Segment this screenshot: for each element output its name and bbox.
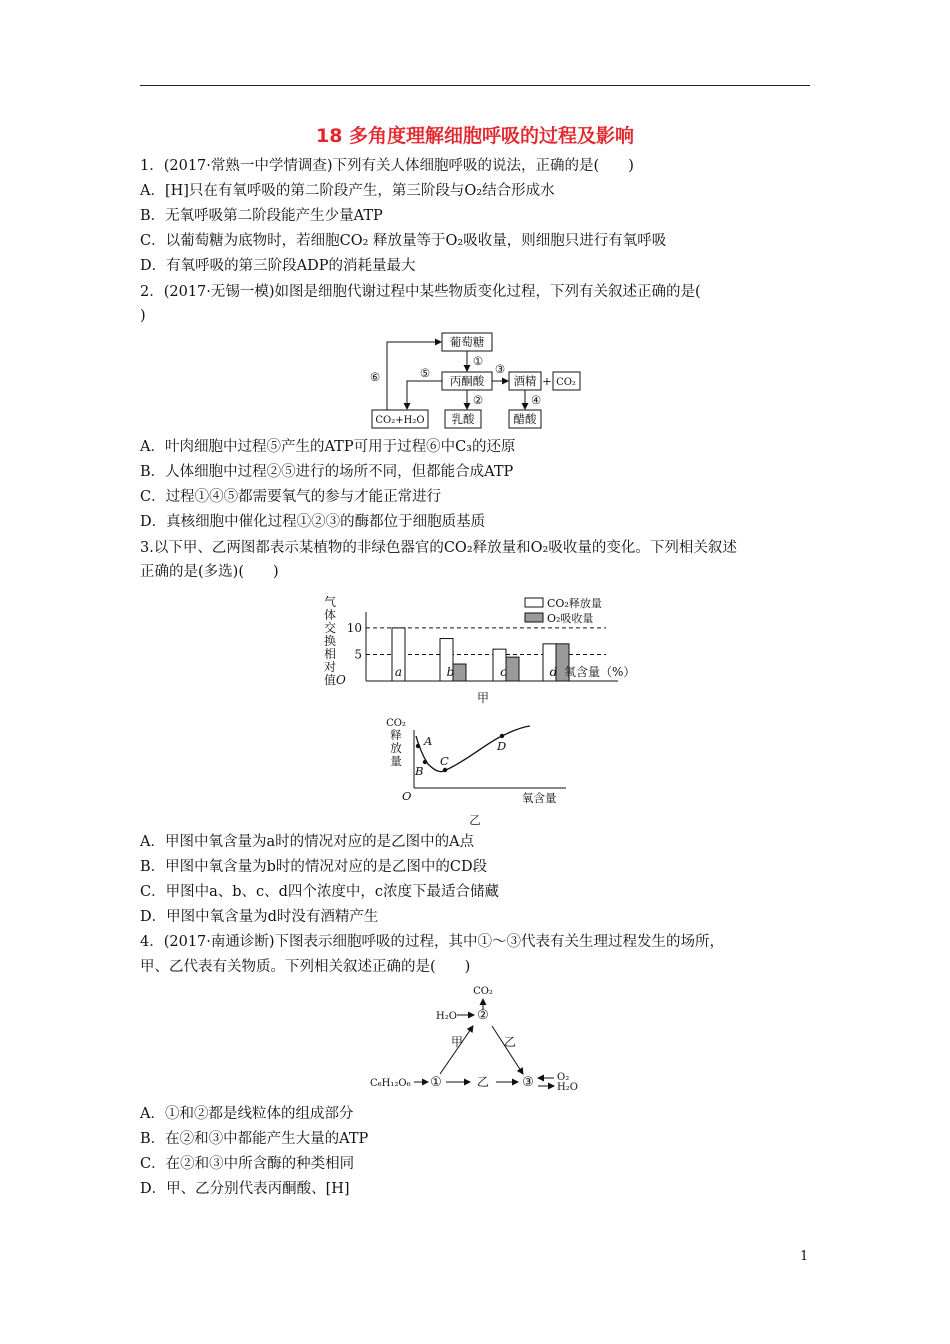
q2-metabolism-diagram	[360, 330, 590, 432]
q2-option-a: A．叶肉细胞中过程⑤产生的ATP可用于过程⑥中C₃的还原	[140, 439, 516, 455]
q4-stem-end: 甲、乙代表有关物质。下列相关叙述正确的是( )	[140, 959, 471, 975]
chart-jia-ylabel-char: 体	[323, 608, 337, 622]
step-1: ①	[472, 354, 484, 368]
point-b-label: B	[415, 764, 424, 778]
chart-yi-xlabel: 氧含量	[522, 791, 557, 805]
h2o-out-label: H₂O	[557, 1082, 578, 1093]
q2-stem: 2．(2017·无锡一模)如图是细胞代谢过程中某些物质变化过程，下列有关叙述正确的是(	[140, 284, 701, 300]
lactate-label: 乳酸	[451, 412, 475, 426]
q1-option-c: C．以葡萄糖为底物时，若细胞CO₂ 释放量等于O₂吸收量，则细胞只进行有氧呼吸	[140, 233, 667, 249]
chart-jia-title: 甲	[476, 691, 490, 705]
x-tick-b: b	[446, 665, 455, 679]
point-d-marker	[500, 734, 504, 738]
q4-stem: 4．(2017·南通诊断)下图表示细胞呼吸的过程，其中①～③代表有关生理过程发生的场所，	[140, 934, 725, 950]
site-2: ②	[477, 1008, 489, 1023]
step-2: ②	[472, 393, 484, 407]
step-4: ④	[530, 393, 542, 407]
chart-jia-ylabel-char: 对	[323, 660, 337, 674]
point-d-label: D	[497, 739, 507, 753]
bar-b-o2	[453, 664, 466, 681]
pyruvate-label: 丙酮酸	[449, 374, 485, 388]
point-c-marker	[443, 768, 447, 772]
q3-option-c: C．甲图中a、b、c、d四个浓度中，c浓度下最适合储藏	[140, 884, 500, 900]
step-6: ⑥	[369, 370, 381, 384]
header-rule	[140, 85, 810, 86]
chart-jia-ylabel	[324, 594, 336, 687]
chart-jia-ylabel-char: 换	[323, 634, 337, 648]
plus-sign: +	[542, 374, 552, 388]
x-tick-a: a	[394, 665, 403, 679]
co2-label: CO₂	[556, 377, 576, 388]
mid-yi: 乙	[476, 1075, 490, 1089]
q3-option-b: B．甲图中氧含量为b时的情况对应的是乙图中的CD段	[140, 859, 488, 875]
chart-jia-ylabel-char: 气	[323, 595, 337, 609]
edge-yi: 乙	[504, 1035, 517, 1049]
point-a-label: A	[424, 734, 433, 748]
q1-option-d: D．有氧呼吸的第三阶段ADP的消耗量最大	[140, 258, 416, 274]
chart-yi-curve	[416, 726, 530, 772]
q3-bar-chart-jia	[318, 592, 648, 706]
arrow-6	[387, 342, 441, 410]
point-a-marker	[416, 744, 420, 748]
arrow-2-to-3	[492, 1026, 523, 1074]
site-1: ①	[430, 1075, 442, 1090]
legend-co2-swatch	[525, 598, 543, 607]
h2o-in-label: H₂O	[436, 1011, 457, 1022]
chart-jia-ylabel-char: 相	[323, 647, 337, 661]
q4-respiration-diagram	[368, 982, 588, 1094]
q2-option-c: C．过程①④⑤都需要氧气的参与才能正常进行	[140, 489, 442, 505]
acetate-label: 醋酸	[513, 412, 537, 426]
x-tick-c: c	[500, 665, 507, 679]
co2-h2o-label: CO₂+H₂O	[375, 415, 425, 426]
chart-yi-ylabel-part: CO₂	[386, 718, 406, 729]
arrow-1-to-2	[440, 1026, 473, 1074]
q1-stem: 1．(2017·常熟一中学情调查)下列有关人体细胞呼吸的说法，正确的是( )	[140, 158, 634, 174]
legend-o2-swatch	[525, 613, 543, 622]
arrow-5	[407, 381, 442, 409]
co2-out-label: CO₂	[473, 986, 493, 997]
page-title: 18 多角度理解细胞呼吸的过程及影响	[315, 125, 635, 147]
q3-option-d: D．甲图中氧含量为d时没有酒精产生	[140, 909, 379, 925]
q4-option-d: D．甲、乙分别代表丙酮酸、[H]	[140, 1181, 350, 1197]
q4-option-a: A．①和②都是线粒体的组成部分	[140, 1106, 354, 1122]
chart-yi-ylabel-part: 量	[390, 754, 402, 768]
site-3: ③	[522, 1075, 534, 1090]
q4-option-c: C．在②和③中所含酶的种类相同	[140, 1156, 355, 1172]
y-tick-5: 5	[354, 647, 362, 662]
chart-jia-xlabel: 氧含量（%）	[564, 665, 636, 679]
q2-option-b: B．人体细胞中过程②⑤进行的场所不同，但都能合成ATP	[140, 464, 514, 480]
chart-yi-title: 乙	[469, 813, 481, 827]
q1-option-a: A．[H]只在有氧呼吸的第二阶段产生，第三阶段与O₂结合形成水	[140, 183, 555, 199]
q2-option-d: D．真核细胞中催化过程①②③的酶都位于细胞质基质	[140, 514, 486, 530]
q3-line-chart-yi	[380, 712, 580, 828]
chart-yi-ylabel-part: 释	[390, 728, 402, 742]
legend-o2-label: O₂吸收量	[547, 612, 594, 625]
ethanol-label: 酒精	[513, 374, 537, 388]
q3-option-a: A．甲图中氧含量为a时的情况对应的是乙图中的A点	[140, 834, 475, 850]
q1-option-b: B．无氧呼吸第二阶段能产生少量ATP	[140, 208, 383, 224]
glucose-label-q4: C₆H₁₂O₆	[370, 1078, 411, 1089]
chart-yi-origin: O	[402, 789, 412, 803]
chart-yi-ylabel-part: 放	[390, 741, 402, 755]
step-3: ③	[494, 362, 506, 376]
q3-stem: 3.以下甲、乙两图都表示某植物的非绿色器官的CO₂释放量和O₂吸收量的变化。下列相关叙述	[140, 540, 737, 556]
chart-jia-ylabel-char: 交	[323, 621, 337, 635]
y-tick-10: 10	[346, 620, 362, 635]
q4-option-b: B．在②和③中都能产生大量的ATP	[140, 1131, 369, 1147]
point-c-label: C	[440, 754, 449, 768]
edge-jia: 甲	[451, 1035, 464, 1049]
chart-jia-ylabel-char: 值	[323, 673, 337, 687]
point-b-marker	[423, 760, 427, 764]
o2-label: O₂	[557, 1072, 570, 1083]
x-tick-d: d	[549, 665, 558, 679]
bar-c-o2	[506, 657, 519, 681]
chart-jia-origin: O	[336, 673, 346, 687]
page-number: 1	[800, 1249, 809, 1264]
step-5: ⑤	[419, 366, 431, 380]
q3-stem-end: 正确的是(多选)( )	[140, 564, 279, 580]
chart-yi-ylabel	[386, 718, 406, 768]
q2-stem-end: )	[140, 308, 146, 324]
legend-co2-label: CO₂释放量	[547, 597, 602, 610]
glucose-label: 葡萄糖	[449, 335, 485, 349]
